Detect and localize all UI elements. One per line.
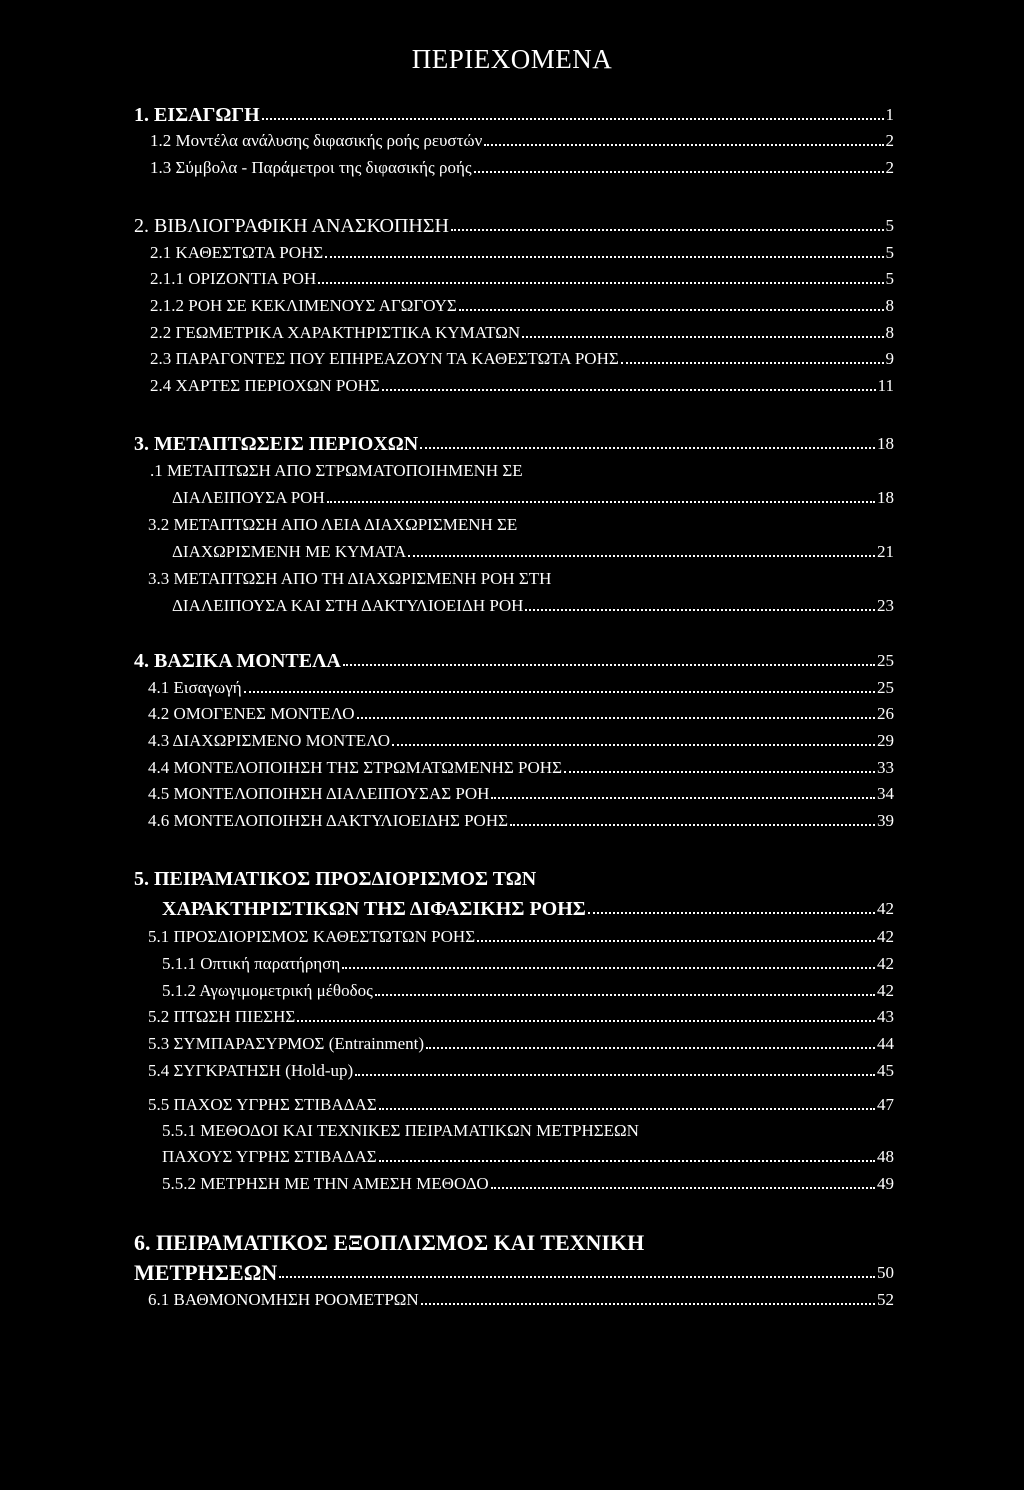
toc-entry-5-5-1-line1[interactable] (162, 1120, 639, 1142)
toc-entry-2-1-1[interactable] (150, 268, 894, 290)
toc-page-number: 5 (885, 269, 894, 288)
toc-page-number: 44 (877, 1034, 894, 1053)
toc-label: 4.3 ΔΙΑΧΩΡΙΣΜΕΝΟ ΜΟΝΤΕΛΟ (148, 731, 391, 750)
toc-entry-5-5[interactable] (148, 1094, 894, 1116)
dot-leader (564, 771, 875, 773)
toc-entry-3-3-line1[interactable] (148, 568, 551, 590)
page-title: ΠΕΡΙΕΧΟΜΕΝΑ (411, 44, 613, 74)
toc-page-number: 25 (877, 651, 894, 670)
toc-entry-2-3[interactable] (150, 348, 894, 370)
toc-label: 1.2 Μοντέλα ανάλυσης διφασικής ροής ρευστών (150, 131, 483, 150)
toc-label: 3. ΜΕΤΑΠΤΩΣΕΙΣ ΠΕΡΙΟΧΩΝ (134, 433, 419, 455)
toc-entry-3-2-line2[interactable] (172, 541, 894, 563)
dot-leader (588, 912, 875, 914)
toc-label: 2.2 ΓΕΩΜΕΤΡΙΚΑ ΧΑΡΑΚΤΗΡΙΣΤΙΚΑ ΚΥΜΑΤΩΝ (150, 323, 521, 342)
toc-page-number: 45 (877, 1061, 894, 1080)
toc-entry-4-6[interactable] (148, 810, 894, 832)
toc-page-number: 8 (885, 323, 894, 342)
toc-page-number: 29 (877, 731, 894, 750)
toc-entry-5-line2[interactable] (162, 898, 894, 920)
toc-label: 5. ΠΕΙΡΑΜΑΤΙΚΟΣ ΠΡΟΣΔΙΟΡΙΣΜΟΣ ΤΩΝ (134, 868, 537, 890)
toc-label: 5.1.1 Οπτική παρατήρηση (162, 954, 341, 973)
dot-leader (357, 717, 875, 719)
toc-entry-6-line2[interactable] (134, 1262, 894, 1284)
dot-leader (420, 447, 875, 449)
toc-page-number: 34 (877, 784, 894, 803)
toc-label: 6. ΠΕΙΡΑΜΑΤΙΚΟΣ ΕΞΟΠΛΙΣΜΟΣ ΚΑΙ ΤΕΧΝΙΚΗ (134, 1230, 645, 1255)
toc-entry-3-3-line2[interactable] (172, 595, 894, 617)
toc-entry-5-4[interactable] (148, 1060, 894, 1082)
dot-leader (525, 609, 875, 611)
dot-leader (491, 1187, 875, 1189)
toc-label: 4.6 ΜΟΝΤΕΛΟΠΟΙΗΣΗ ΔΑΚΤΥΛΙΟΕΙΔΗΣ ΡΟΗΣ (148, 811, 508, 830)
dot-leader (421, 1303, 875, 1305)
dot-leader (522, 336, 883, 338)
toc-page-number: 47 (877, 1095, 894, 1114)
toc-page-number: 26 (877, 704, 894, 723)
toc-label: 5.2 ΠΤΩΣΗ ΠΙΕΣΗΣ (148, 1007, 296, 1026)
toc-label: ΠΑΧΟΥΣ ΥΓΡΗΣ ΣΤΙΒΑΔΑΣ (162, 1147, 377, 1166)
toc-page-number: 5 (885, 243, 894, 262)
toc-entry-2-4[interactable] (150, 375, 894, 397)
toc-page-number: 1 (885, 105, 894, 124)
toc-label: 5.5.2 ΜΕΤΡΗΣΗ ΜΕ ΤΗΝ ΑΜΕΣΗ ΜΕΘΟΔΟ (162, 1174, 489, 1193)
toc-label: 1.3 Σύμβολα - Παράμετροι της διφασικής ροής (150, 158, 472, 177)
dot-leader (491, 797, 875, 799)
dot-leader (459, 309, 884, 311)
dot-leader (451, 229, 884, 231)
toc-label: 4.1 Εισαγωγή (148, 678, 242, 697)
toc-page-number: 25 (877, 678, 894, 697)
toc-label: 2.4 ΧΑΡΤΕΣ ΠΕΡΙΟΧΩΝ ΡΟΗΣ (150, 376, 380, 395)
toc-entry-6-1[interactable] (148, 1289, 894, 1311)
toc-page-number: 43 (877, 1007, 894, 1026)
toc-label: 2.3 ΠΑΡΑΓΟΝΤΕΣ ΠΟΥ ΕΠΗΡΕΑΖΟΥΝ ΤΑ ΚΑΘΕΣΤΩΤΑ ΡΟΗΣ (150, 349, 619, 368)
toc-label: ΜΕΤΡΗΣΕΩΝ (134, 1260, 278, 1285)
toc-entry-1[interactable] (134, 104, 894, 126)
toc-entry-5-3[interactable] (148, 1033, 894, 1055)
dot-leader (244, 691, 875, 693)
toc-label: 4.5 ΜΟΝΤΕΛΟΠΟΙΗΣΗ ΔΙΑΛΕΙΠΟΥΣΑΣ ΡΟΗ (148, 784, 490, 803)
toc-label: 2.1 ΚΑΘΕΣΤΩΤΑ ΡΟΗΣ (150, 243, 324, 262)
toc-entry-5-1[interactable] (148, 926, 894, 948)
toc-page-number: 21 (877, 542, 894, 561)
toc-entry-4-2[interactable] (148, 703, 894, 725)
toc-entry-4-1[interactable] (148, 677, 894, 699)
toc-entry-4[interactable] (134, 650, 894, 672)
dot-leader (510, 824, 875, 826)
dot-leader (343, 664, 875, 666)
toc-entry-2-1-2[interactable] (150, 295, 894, 317)
toc-page-number: 42 (877, 954, 894, 973)
dot-leader (474, 171, 884, 173)
toc-label: 3.3 ΜΕΤΑΠΤΩΣΗ ΑΠΟ ΤΗ ΔΙΑΧΩΡΙΣΜΕΝΗ ΡΟΗ ΣΤΗ (148, 569, 552, 588)
toc-label: 4. ΒΑΣΙΚΑ ΜΟΝΤΕΛΑ (134, 650, 341, 672)
toc-page-number: 50 (877, 1263, 894, 1282)
toc-entry-5-1-1[interactable] (162, 953, 894, 975)
toc-entry-5-2[interactable] (148, 1006, 894, 1028)
toc-page-number: 42 (877, 927, 894, 946)
toc-entry-5-5-2[interactable] (162, 1173, 894, 1195)
dot-leader (382, 389, 876, 391)
dot-leader (318, 282, 883, 284)
toc-label: 6.1 ΒΑΘΜΟΝΟΜΗΣΗ ΡΟΟΜΕΤΡΩΝ (148, 1290, 419, 1309)
toc-entry-3-1-line1[interactable] (150, 460, 523, 482)
toc-label: 5.1.2 Αγωγιμομετρική μέθοδος (162, 981, 373, 1000)
dot-leader (484, 144, 883, 146)
toc-entry-5-line1[interactable] (134, 868, 536, 890)
toc-label: ΔΙΑΛΕΙΠΟΥΣΑ ΡΟΗ (172, 488, 325, 507)
toc-entry-1-2[interactable] (150, 130, 894, 152)
toc-page-number: 18 (877, 434, 894, 453)
dot-leader (279, 1276, 875, 1278)
dot-leader (325, 256, 883, 258)
toc-page-number: 33 (877, 758, 894, 777)
toc-page-number: 42 (877, 981, 894, 1000)
toc-label: 2.1.1 ΟΡΙΖΟΝΤΙΑ ΡΟΗ (150, 269, 317, 288)
toc-page-number: 9 (885, 349, 894, 368)
toc-page-number: 52 (877, 1290, 894, 1309)
toc-entry-4-4[interactable] (148, 757, 894, 779)
toc-label: 5.5 ΠΑΧΟΣ ΥΓΡΗΣ ΣΤΙΒΑΔΑΣ (148, 1095, 377, 1114)
dot-leader (392, 744, 875, 746)
toc-label: 4.4 ΜΟΝΤΕΛΟΠΟΙΗΣΗ ΤΗΣ ΣΤΡΩΜΑΤΩΜΕΝΗΣ ΡΟΗΣ (148, 758, 562, 777)
toc-page-number: 5 (885, 216, 894, 235)
toc-entry-2-1[interactable] (150, 242, 894, 264)
toc-label: ΧΑΡΑΚΤΗΡΙΣΤΙΚΩΝ ΤΗΣ ΔΙΦΑΣΙΚΗΣ ΡΟΗΣ (162, 898, 586, 920)
dot-leader (327, 501, 875, 503)
toc-entry-2-2[interactable] (150, 322, 894, 344)
toc-page-number: 49 (877, 1174, 894, 1193)
toc-page-number: 2 (885, 131, 894, 150)
toc-page-number: 11 (877, 376, 894, 395)
dot-leader (621, 362, 884, 364)
toc-page-number: 39 (877, 811, 894, 830)
dot-leader (477, 940, 875, 942)
toc-label: 2.1.2 ΡΟΗ ΣΕ ΚΕΚΛΙΜΕΝΟΥΣ ΑΓΩΓΟΥΣ (150, 296, 457, 315)
dot-leader (375, 994, 875, 996)
toc-label: 2. ΒΙΒΛΙΟΓΡΑΦΙΚΗ ΑΝΑΣΚΟΠΗΣΗ (134, 215, 449, 237)
toc-entry-3-2-line1[interactable] (148, 514, 517, 536)
toc-page-number: 2 (885, 158, 894, 177)
toc-entry-4-5[interactable] (148, 783, 894, 805)
toc-page-number: 23 (877, 596, 894, 615)
toc-label: 5.3 ΣΥΜΠΑΡΑΣΥΡΜΟΣ (Entrainment) (148, 1034, 425, 1053)
toc-page-number: 48 (877, 1147, 894, 1166)
dot-leader (342, 967, 875, 969)
dot-leader (297, 1020, 875, 1022)
dot-leader (379, 1108, 875, 1110)
dot-leader (379, 1160, 875, 1162)
toc-page-number: 18 (877, 488, 894, 507)
toc-entry-2[interactable] (134, 215, 894, 237)
toc-entry-3-1-line2[interactable] (172, 487, 894, 509)
toc-label: 4.2 ΟΜΟΓΕΝΕΣ ΜΟΝΤΕΛΟ (148, 704, 355, 723)
toc-label: ΔΙΑΛΕΙΠΟΥΣΑ ΚΑΙ ΣΤΗ ΔΑΚΤΥΛΙΟΕΙΔΗ ΡΟΗ (172, 596, 524, 615)
toc-label: 5.1 ΠΡΟΣΔΙΟΡΙΣΜΟΣ ΚΑΘΕΣΤΩΤΩΝ ΡΟΗΣ (148, 927, 476, 946)
dot-leader (262, 118, 884, 120)
dot-leader (426, 1047, 875, 1049)
toc-entry-3[interactable] (134, 433, 894, 455)
toc-entry-5-1-2[interactable] (162, 980, 894, 1002)
toc-entry-5-5-1-line2[interactable] (162, 1146, 894, 1168)
toc-label: 3.2 ΜΕΤΑΠΤΩΣΗ ΑΠΟ ΛΕΙΑ ΔΙΑΧΩΡΙΣΜΕΝΗ ΣΕ (148, 515, 518, 534)
toc-label: 5.5.1 ΜΕΘΟΔΟΙ ΚΑΙ ΤΕΧΝΙΚΕΣ ΠΕΙΡΑΜΑΤΙΚΩΝ ΜΕΤΡΗΣΕΩΝ (162, 1121, 639, 1140)
toc-entry-4-3[interactable] (148, 730, 894, 752)
toc-label: ΔΙΑΧΩΡΙΣΜΕΝΗ ΜΕ ΚΥΜΑΤΑ (172, 542, 407, 561)
toc-page-number: 42 (877, 899, 894, 918)
dot-leader (355, 1074, 875, 1076)
toc-label: .1 ΜΕΤΑΠΤΩΣΗ ΑΠΟ ΣΤΡΩΜΑΤΟΠΟΙΗΜΕΝΗ ΣΕ (150, 461, 523, 480)
dot-leader (408, 555, 875, 557)
toc-page-number: 8 (885, 296, 894, 315)
toc-label: 5.4 ΣΥΓΚΡΑΤΗΣΗ (Hold-up) (148, 1061, 354, 1080)
toc-entry-6-line1[interactable] (134, 1232, 644, 1254)
toc-label: 1. ΕΙΣΑΓΩΓΗ (134, 104, 260, 126)
toc-entry-1-3[interactable] (150, 157, 894, 179)
